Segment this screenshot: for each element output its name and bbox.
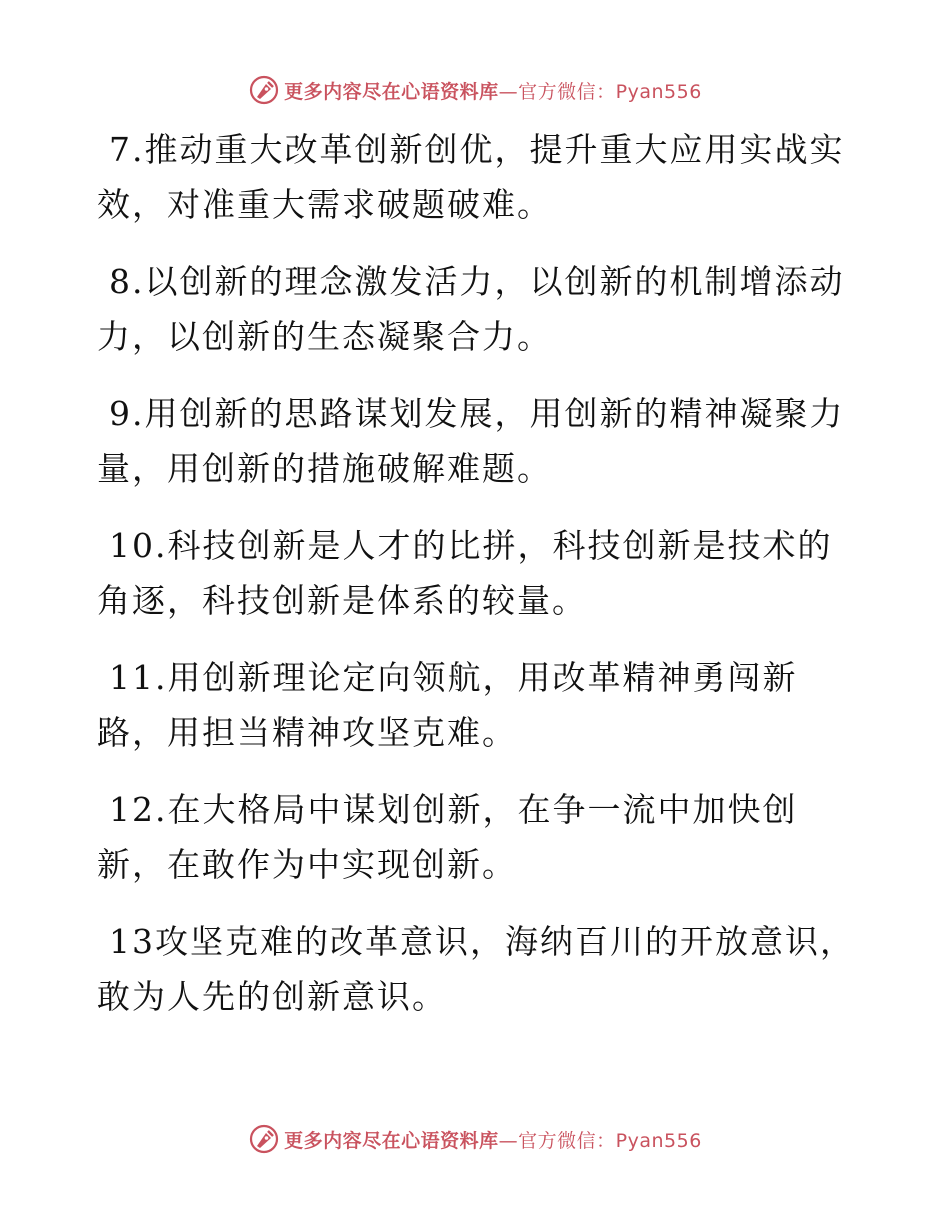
footer-banner-contact: —官方微信：Pyan556 [498,1129,702,1152]
list-item-11: 11.用创新理论定向领航，用改革精神勇闯新路，用担当精神攻坚克难。 [97,658,798,752]
header-banner [0,70,950,110]
header-banner-contact: —官方微信：Pyan556 [498,80,702,103]
footer-banner-text [284,1126,702,1153]
header-banner-text [284,77,702,104]
pen-nib-logo-icon [248,1123,280,1155]
content-list [97,122,857,1046]
pen-nib-logo-icon [248,74,280,106]
list-item-12: 12.在大格局中谋划创新，在争一流中加快创新，在敢作为中实现创新。 [97,790,798,884]
list-item-9: 9.用创新的思路谋划发展，用创新的精神凝聚力量，用创新的措施破解难题。 [97,394,845,488]
footer-banner-lead: 更多内容尽在心语资料库 [284,1129,499,1152]
list-item-7: 7.推动重大改革创新创优，提升重大应用实战实效，对准重大需求破题破难。 [97,130,845,224]
list-item-13: 13攻坚克难的改革意识，海纳百川的开放意识，敢为人先的创新意识。 [97,922,855,1016]
header-banner-lead: 更多内容尽在心语资料库 [284,80,499,103]
footer-banner [0,1119,950,1159]
list-item-8: 8.以创新的理念激发活力，以创新的机制增添动力，以创新的生态凝聚合力。 [97,262,845,356]
list-item-10: 10.科技创新是人才的比拼，科技创新是技术的角逐，科技创新是体系的较量。 [97,526,833,620]
